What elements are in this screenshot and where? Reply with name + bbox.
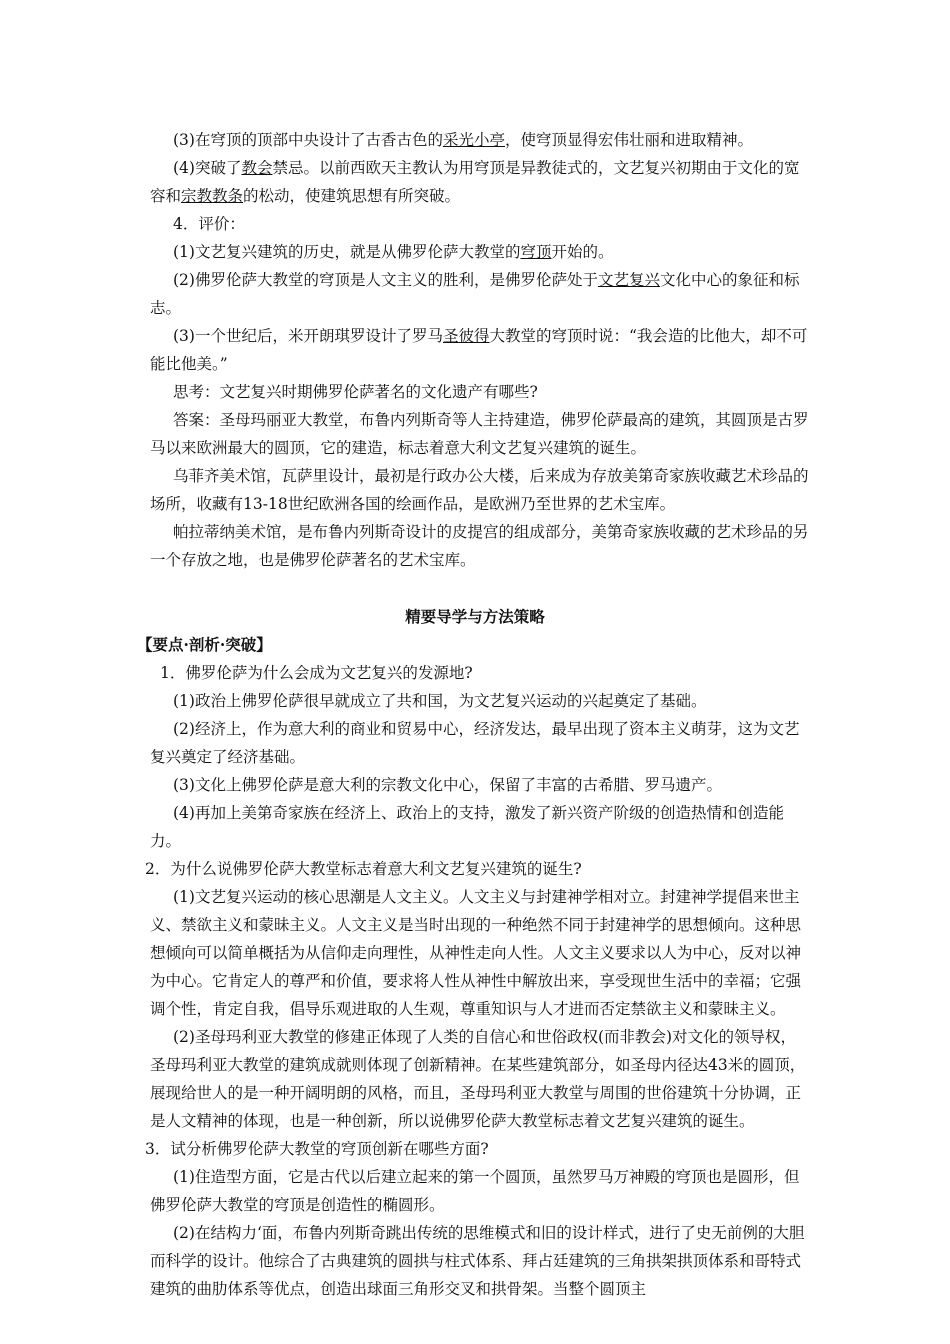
evaluation-heading: 4．评价：	[173, 215, 245, 233]
question-2-point-1: (1)文艺复兴运动的核心思潮是人文主义。人文主义与封建神学相对立。封建神学提倡来世主义、禁欲主义和蒙昧主义。人文主义是当时出现的一种绝然不同于封建神学的思想倾向。这种思想倾向可以简单概括为从信仰走向理性，从神性走向人性。人文主义要求以人为中心，反对以神为中心。它肯定人的尊严和价值，要求将人性从神性中解放出来，享受现世生活中的幸福；它强调个性，肯定自我，倡导乐观进取的人生观，尊重知识与人才进而否定禁欲主义和蒙昧主义。	[150, 888, 802, 1018]
question-3-title: 3．试分析佛罗伦萨大教堂的穹顶创新在哪些方面?	[145, 1140, 489, 1158]
answer-paragraph: 答案：圣母玛丽亚大教堂，布鲁内列斯奇等人主持建造，佛罗伦萨最高的建筑，其圆顶是古罗马以来欧洲最大的圆顶，它的建造，标志着意大利文艺复兴建筑的诞生。	[150, 411, 809, 457]
section-title: 精要导学与方法策略	[405, 607, 545, 626]
underlined-term: 宗教教条	[181, 187, 244, 205]
evaluation-item-1: (1)文艺复兴建筑的历史，就是从佛罗伦萨大教堂的穹顶开始的。	[173, 243, 614, 261]
question-3-point-1: (1)住造型方面，它是古代以后建立起来的第一个圆顶，虽然罗马万神殿的穹顶也是圆形，但佛罗伦萨大教堂的穹顶是创造性的椭圆形。	[150, 1168, 800, 1214]
think-question: 思考：文艺复兴时期佛罗伦萨著名的文化遗产有哪些?	[173, 383, 538, 401]
uffizi-paragraph: 乌菲齐美术馆，瓦萨里设计，最初是行政办公大楼，后来成为存放美第奇家族收藏艺术珍品的场所，收藏有13-18世纪欧洲各国的绘画作品，是欧洲乃至世界的艺术宝库。	[150, 467, 809, 513]
question-1-point-3: (3)文化上佛罗伦萨是意大利的宗教文化中心，保留了丰富的古希腊、罗马遗产。	[173, 776, 722, 794]
paragraph-church-taboo: (4)突破了教会禁忌。以前西欧天主教认为用穹顶是异教徒式的，文艺复兴初期由于文化的宽容和宗教教条的松动，使建筑思想有所突破。	[150, 159, 800, 205]
evaluation-item-2: (2)佛罗伦萨大教堂的穹顶是人文主义的胜利，是佛罗伦萨处于文艺复兴文化中心的象征和标志。	[150, 271, 800, 317]
question-2-title: 2．为什么说佛罗伦萨大教堂标志着意大利文艺复兴建筑的诞生?	[145, 860, 582, 878]
question-3-point-2: (2)在结构力‘面，布鲁内列斯奇跳出传统的思维模式和旧的设计样式，进行了史无前例的大胆而科学的设计。他综合了古典建筑的圆拱与柱式体系、拜占廷建筑的三角拱架拱顶体系和哥特式建筑的曲肋体系等优点，创造出球面三角形交叉和拱骨架。当整个圆顶主	[150, 1224, 805, 1298]
question-2-point-2: (2)圣母玛利亚大教堂的修建正体现了人类的自信心和世俗政权(而非教会)对文化的领导权，圣母玛利亚大教堂的建筑成就则体现了创新精神。在某些建筑部分，如圣母内径达43米的圆顶，展现给世人的是一种开阔明朗的风格，而且，圣母玛利亚大教堂与周围的世俗建筑十分协调，正是人文精神的体现，也是一种创新，所以说佛罗伦萨大教堂标志着文艺复兴建筑的诞生。	[150, 1028, 806, 1130]
paragraph-skylight: (3)在穹顶的顶部中央设计了古香古色的采光小亭，使穹顶显得宏伟壮丽和进取精神。	[173, 131, 753, 149]
underlined-term: 文艺复兴	[597, 271, 660, 289]
underlined-term: 教会	[241, 159, 273, 177]
question-1-title: 1．佛罗伦萨为什么会成为文艺复兴的发源地?	[160, 664, 473, 682]
underlined-term: 圣彼得	[442, 327, 490, 345]
question-1-point-1: (1)政治上佛罗伦萨很早就成立了共和国，为文艺复兴运动的兴起奠定了基础。	[173, 692, 707, 710]
section-subtitle: 【要点·剖析·突破】	[137, 635, 272, 654]
underlined-term: 采光小亭	[442, 131, 505, 149]
underlined-term: 穹顶	[520, 243, 552, 261]
question-1-point-2: (2)经济上，作为意大利的商业和贸易中心，经济发达，最早出现了资本主义萌芽，这为文艺复兴奠定了经济基础。	[150, 720, 800, 766]
evaluation-item-3: (3)一个世纪后，米开朗琪罗设计了罗马圣彼得大教堂的穹顶时说：“我会造的比他大，却不可能比他美。”	[150, 327, 808, 373]
palatina-paragraph: 帕拉蒂纳美术馆，是布鲁内列斯奇设计的皮提宫的组成部分，美第奇家族收藏的艺术珍品的另一个存放之地，也是佛罗伦萨著名的艺术宝库。	[150, 523, 809, 569]
question-1-point-4: (4)再加上美第奇家族在经济上、政治上的支持，激发了新兴资产阶级的创造热情和创造能力。	[150, 804, 784, 850]
